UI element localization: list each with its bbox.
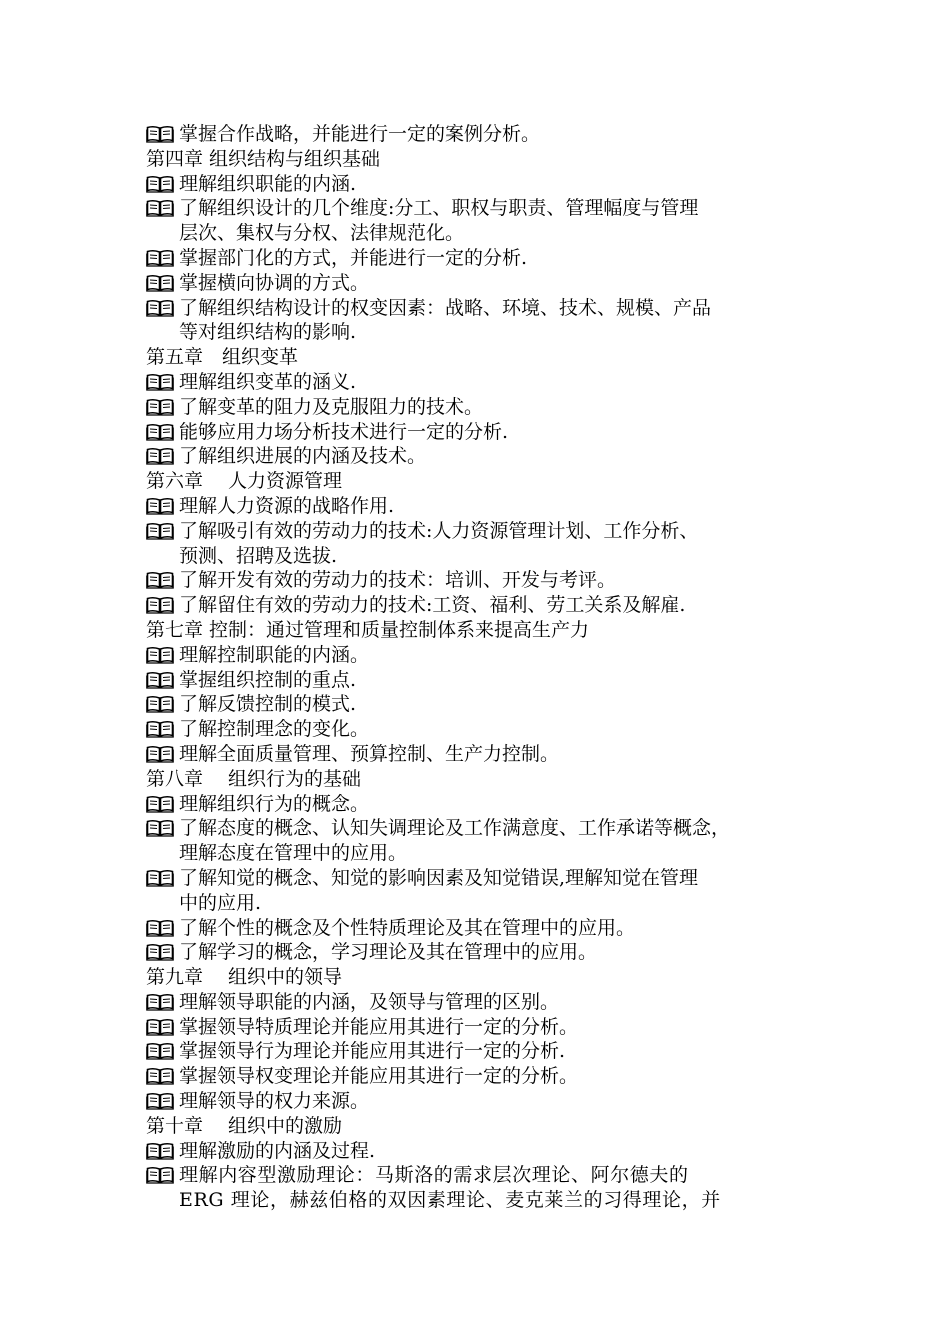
list-item-text: 掌握领导特质理论并能应用其进行一定的分析。 — [179, 1015, 579, 1038]
list-item — [146, 742, 836, 767]
list-item — [146, 519, 836, 544]
open-book-icon — [146, 299, 174, 317]
list-item — [146, 1015, 836, 1040]
list-item — [146, 792, 836, 817]
list-item-text: 了解控制理念的变化。 — [179, 718, 370, 741]
list-item-text: 了解态度的概念、认知失调理论及工作满意度、工作承诺等概念， — [179, 817, 731, 840]
list-item — [146, 940, 836, 965]
open-book-icon — [146, 497, 174, 515]
list-item-text: 理解领导职能的内涵，及领导与管理的区别。 — [179, 990, 560, 1013]
list-item-text: 理解领导的权力来源。 — [179, 1090, 370, 1113]
list-item-text: 了解反馈控制的模式. — [179, 693, 357, 716]
document-page — [146, 122, 836, 1213]
chapter-heading: 第七章 控制：通过管理和质量控制体系来提高生产力 — [146, 618, 590, 641]
chapter-heading: 第九章 组织中的领导 — [146, 966, 343, 989]
chapter-heading: 第八章 组织行为的基础 — [146, 767, 362, 790]
list-item-text: 了解组织设计的几个维度:分工、职权与职责、管理幅度与管理 — [179, 197, 699, 220]
list-item — [146, 1163, 836, 1188]
open-book-icon — [146, 695, 174, 713]
list-item — [146, 816, 836, 841]
list-item — [146, 172, 836, 197]
list-item — [146, 420, 836, 445]
list-item-text: 理解内容型激励理论：马斯洛的需求层次理论、阿尔德夫的 — [179, 1164, 689, 1187]
list-item — [146, 717, 836, 742]
list-item-continuation: 理解态度在管理中的应用。 — [179, 842, 408, 865]
list-item-text: 掌握部门化的方式，并能进行一定的分析. — [179, 246, 528, 269]
list-item-text: 理解组织职能的内涵. — [179, 172, 357, 195]
open-book-icon — [146, 447, 174, 465]
open-book-icon — [146, 993, 174, 1011]
open-book-icon — [146, 1067, 174, 1085]
list-item-text: 掌握合作战略，并能进行一定的案例分析。 — [179, 123, 541, 145]
chapter-heading: 第十章 组织中的激励 — [146, 1114, 343, 1137]
chapter-heading: 第六章 人力资源管理 — [146, 470, 343, 493]
open-book-icon — [146, 1042, 174, 1060]
list-item — [146, 271, 836, 296]
list-item — [146, 1139, 836, 1164]
open-book-icon — [146, 1166, 174, 1184]
list-item-text: 能够应用力场分析技术进行一定的分析. — [179, 420, 509, 443]
open-book-icon — [146, 522, 174, 540]
list-item — [146, 122, 836, 147]
open-book-icon — [146, 596, 174, 614]
open-book-icon — [146, 671, 174, 689]
open-book-icon — [146, 919, 174, 937]
list-item-text: 了解个性的概念及个性特质理论及其在管理中的应用。 — [179, 916, 636, 939]
list-item — [146, 1064, 836, 1089]
list-item — [146, 866, 836, 891]
list-item — [146, 370, 836, 395]
list-item-continuation: 预测、招聘及选拔. — [179, 544, 338, 567]
open-book-icon — [146, 125, 174, 143]
list-item-text: 了解组织结构设计的权变因素：战略、环境、技术、规模、产品 — [179, 296, 712, 319]
list-item — [146, 668, 836, 693]
open-book-icon — [146, 1092, 174, 1110]
open-book-icon — [146, 274, 174, 292]
open-book-icon — [146, 398, 174, 416]
list-item-text: 掌握横向协调的方式。 — [179, 271, 370, 294]
list-item — [146, 296, 836, 321]
list-item-text: 理解人力资源的战略作用. — [179, 494, 395, 517]
list-item — [146, 990, 836, 1015]
list-item-continuation: 等对组织结构的影响. — [179, 321, 357, 344]
list-item — [146, 1089, 836, 1114]
list-item-text: 掌握领导行为理论并能应用其进行一定的分析. — [179, 1040, 566, 1063]
open-book-icon — [146, 720, 174, 738]
list-item — [146, 692, 836, 717]
open-book-icon — [146, 571, 174, 589]
list-item — [146, 593, 836, 618]
chapter-heading: 第五章 组织变革 — [146, 346, 299, 369]
list-item-text: 了解留住有效的劳动力的技术:工资、福利、劳工关系及解雇. — [179, 594, 686, 617]
open-book-icon — [146, 943, 174, 961]
list-item-text: 理解组织行为的概念。 — [179, 792, 370, 815]
open-book-icon — [146, 646, 174, 664]
list-item-continuation: 中的应用. — [179, 891, 262, 914]
list-item — [146, 444, 836, 469]
list-item-text: 掌握组织控制的重点. — [179, 668, 357, 691]
open-book-icon — [146, 373, 174, 391]
list-item — [146, 568, 836, 593]
open-book-icon — [146, 819, 174, 837]
open-book-icon — [146, 249, 174, 267]
list-item-text: 理解组织变革的涵义. — [179, 370, 357, 393]
open-book-icon — [146, 1142, 174, 1160]
list-item — [146, 916, 836, 941]
open-book-icon — [146, 795, 174, 813]
list-item — [146, 246, 836, 271]
list-item-text: 掌握领导权变理论并能应用其进行一定的分析。 — [179, 1065, 579, 1088]
list-item-text: 了解知觉的概念、知觉的影响因素及知觉错误,理解知觉在管理 — [179, 866, 699, 889]
list-item — [146, 196, 836, 221]
list-item-text: 了解学习的概念，学习理论及其在管理中的应用。 — [179, 941, 598, 964]
list-item-text: 了解变革的阻力及克服阻力的技术。 — [179, 395, 484, 418]
chapter-heading: 第四章 组织结构与组织基础 — [146, 147, 381, 170]
open-book-icon — [146, 423, 174, 441]
open-book-icon — [146, 175, 174, 193]
list-item — [146, 395, 836, 420]
list-item-text: 了解开发有效的劳动力的技术：培训、开发与考评。 — [179, 569, 617, 592]
list-item — [146, 494, 836, 519]
list-item-text: 理解激励的内涵及过程. — [179, 1139, 376, 1162]
list-item-continuation: 层次、集权与分权、法律规范化。 — [179, 222, 465, 245]
list-item-text: 了解组织进展的内涵及技术。 — [179, 445, 427, 468]
list-item-continuation: ERG 理论，赫兹伯格的双因素理论、麦克莱兰的习得理论，并 — [179, 1189, 721, 1212]
open-book-icon — [146, 1018, 174, 1036]
open-book-icon — [146, 199, 174, 217]
list-item-text: 理解全面质量管理、预算控制、生产力控制。 — [179, 742, 560, 765]
open-book-icon — [146, 869, 174, 887]
list-item — [146, 1039, 836, 1064]
open-book-icon — [146, 745, 174, 763]
list-item-text: 了解吸引有效的劳动力的技术:人力资源管理计划、工作分析、 — [179, 519, 699, 542]
list-item — [146, 643, 836, 668]
list-item-text: 理解控制职能的内涵。 — [179, 643, 370, 666]
